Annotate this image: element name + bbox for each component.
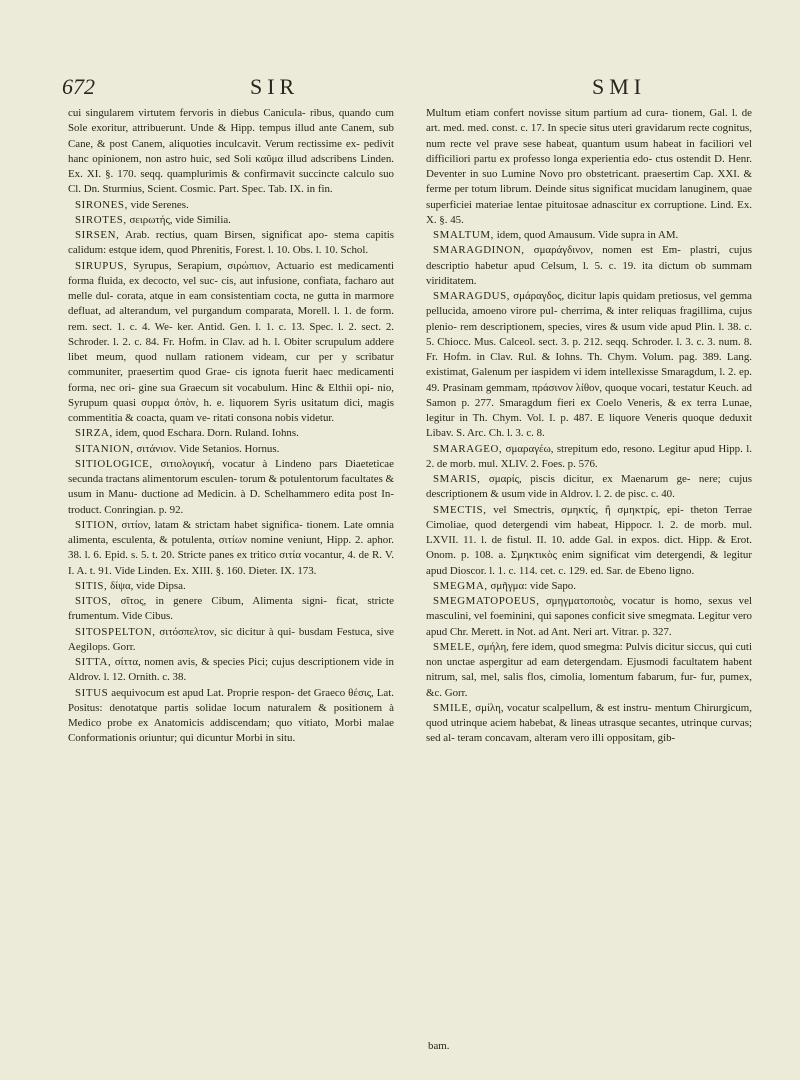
dictionary-entry [68, 259, 394, 427]
dictionary-entry [426, 472, 752, 503]
entry-headword: SITTA, [75, 656, 112, 668]
entry-text: σμήλη, fere idem, quod smegma: Pulvis dicitur siccus, qui cuti non unctae aspergitur ad eam detergendam. Ejusmodi facultatem habent nitrum, sal, mel, salis flos, cimolia, lomentum fabarum, fur- fur, pumex, &c. Gorr. [426, 640, 752, 699]
dictionary-entry [68, 686, 394, 747]
dictionary-entry [426, 442, 752, 473]
entry-headword: SMEGMA, [433, 579, 488, 592]
dictionary-entry [426, 640, 752, 701]
dictionary-entry [426, 579, 752, 594]
entry-text: cui singularem virtutem fervoris in diebus Canicula- ribus, quando cum Sole exoritur, attribuerunt. Unde & Hipp. tempus illud ante Canem, sub Cane, & post Canem, aliquoties inculcavit. Verum rectissime ex- pedivit hanc opinionem, non astro huic, sed Soli καῦμα illud adscribens Linden. Ex. XI. §. 170. seqq. quamplurimis & confirmavit succincte calculo suo Cl. Dn. Sturmius, Scient. Cosmic. Part. Spec. Tab. IX. in fin. [68, 107, 394, 196]
entry-text: σμῆγμα: vide Sapo. [490, 579, 576, 592]
entry-text: vide Serenes. [130, 198, 189, 211]
dictionary-entry [426, 503, 752, 579]
entry-headword: SMILE, [433, 701, 472, 714]
entry-headword: SITANION, [75, 442, 134, 455]
running-head-left: SIR [250, 74, 300, 99]
entry-text: Syrupus, Serapium, σιρώπιον, Actuario est medicamenti forma fluida, ex decocto, vel suc- cis, aut infusione, confiata, facharo aut melle dul- corata, atque in eam consistentiam cocta, ne gutta in marmore defluat, ad alterandum, vel purgandum comparata, Morell. l. 1. de form. rem. sect. 1. c. 4. We- ker. Antid. Gen. l. 1. c. 13. Spec. l. 2. sect. 2. Schroder. l. 2. c. 84. Fr. Hofm. in Clav. ad h. l. Obiter scrupulum addere libet meum, quod nullam rationem videam, cur per y scribatur communiter, praesertim quod Grae- cis ignota fuerit haec medicamenti forma, nec ori- gine sua Graecum sit vocabulum. Hinc & Elthii opi- nio, Syrupum quasi συρμα ὀπὸν, h. e. liquorem Syris usitatum dici, magis commentitia & coacta, quam ve- ritati consona nobis videtur. [68, 259, 394, 424]
dictionary-entry [68, 655, 394, 686]
entry-headword: SMELE, [433, 640, 476, 653]
left-column [68, 106, 394, 747]
dictionary-entry [68, 594, 394, 625]
entry-headword: SMECTIS, [433, 503, 487, 516]
dictionary-entry [68, 518, 394, 579]
dictionary-entry [426, 106, 752, 228]
dictionary-entry [68, 426, 394, 441]
entry-text: aequivocum est apud Lat. Proprie respon- det Graeco θέσις, Lat. Positus: denotatque partis solidae locum naturalem & positionem à Medico probe ex Anatomicis addiscendam; quo vitiato, Morbi malae Conformationis oriuntur; qui dicuntur Morbi in situ. [68, 686, 394, 745]
dictionary-entry [426, 289, 752, 442]
right-column [426, 106, 752, 747]
entry-text: σειρωτής, vide Similia. [129, 213, 231, 226]
entry-text: σιτιολογική, vocatur à Lindeno pars Diaeteticae secunda tractans alimentorum esculen- torum & potulentorum facultates & usum in Manu- ductione ad Medicin. à D. Schelhammero edita post In- troduct. Conringian. p. 92. [68, 457, 395, 516]
dictionary-entry [426, 243, 752, 289]
dictionary-entry [68, 442, 394, 457]
dictionary-entry [68, 106, 394, 198]
entry-text: σιτίον, latam & strictam habet significa- tionem. Late omnia alimenta, esculenta, & potulenta, σιτίων nomine veniunt, Hipp. 2. aphor. 38. l. 6. Epid. s. 5. t. 20. Stricte panes ex tritico σιτία vocantur, 4. de R. V. I. A. t. 91. Vide Linden. Ex. XIII. §. 160. Dieter. IX. 173. [68, 518, 394, 577]
entry-text: σμαράγδινον, nomen est Em- plastri, cujus descriptio habetur apud Celsum, l. 5. c. 19. ita dictum ob summam viriditatem. [426, 244, 752, 287]
running-head-right: SMI [592, 74, 647, 99]
entry-headword: SIRSEN, [75, 229, 120, 241]
entry-text: σμαρίς, piscis dicitur, ex Maenarum ge- nere; cujus descriptionem & usum vide in Aldrov. l. 2. de pisc. c. 40. [426, 473, 752, 501]
entry-headword: SIRONES, [75, 198, 128, 211]
entry-headword: SIROTES, [75, 213, 127, 226]
entry-text: Arab. rectius, quam Birsen, significat apo- stema capitis calidum: estque idem, quod Phrenitis, Forest. l. 10. Obs. l. 10. Schol. [68, 229, 394, 257]
entry-text: σμαραγέω, strepitum edo, resono. Legitur apud Hipp. l. 2. de morb. mul. XLIV. 2. Foes. p. 576. [426, 442, 752, 470]
entry-headword: SITIOLOGICE, [75, 457, 153, 470]
entry-text: δίψα, vide Dipsa. [110, 579, 186, 592]
entry-headword: SMARAGDUS, [433, 290, 511, 302]
entry-headword: SIRUPUS, [75, 259, 128, 272]
entry-headword: SMARIS, [433, 473, 481, 485]
dictionary-entry [426, 594, 752, 640]
entry-headword: SMEGMATOPOEUS, [433, 595, 540, 607]
entry-text: Multum etiam confert novisse situm partium ad cura- tionem, Gal. l. de art. med. med. const. c. 17. In specie situs uteri gravidarum recte cognitus, num recte vel prave sese habeat, quantum usum habeat in faciliori vel difficiliori partu ex professo longa experientia edo- ctus ostendit D. Henr. Deventer in suo Lumine Novo pro obstetricant. praesertim Cap. XXI. & ferme per totum librum. Deinde situs significat mucidam lanuginem, quae superficiei materiae lentae pituitosae adnascitur ex corruptione. Lind. Ex. X. §. 45. [426, 107, 752, 226]
dictionary-entry [68, 625, 394, 656]
entry-text: idem, quod Amausum. Vide supra in AM. [496, 229, 679, 241]
entry-text: σῖτος, in genere Cibum, Alimenta signi- ficat, stricte frumentum. Vide Cibus. [68, 595, 394, 623]
dictionary-entry [426, 701, 752, 747]
entry-text: σμηγματοποιὸς, vocatur is homo, sexus vel masculini, vel foeminini, qui sapones conficit sive smegmata. Legitur vero apud Chr. Merett. in Not. ad Ant. Neri art. Vitrar. p. 327. [426, 595, 752, 638]
entry-text: σίττα, nomen avis, & species Pici; cujus descriptionem vide in Aldrov. l. 12. Ornith. c. 38. [68, 656, 394, 684]
dictionary-entry [68, 213, 394, 228]
entry-headword: SITOSPELTON, [75, 625, 156, 638]
entry-text: σιτάνιον. Vide Setanios. Hornus. [136, 442, 280, 455]
entry-headword: SMARAGEO, [433, 442, 503, 455]
entry-headword: SIRZA, [75, 427, 113, 440]
dictionary-entry [68, 579, 394, 594]
entry-headword: SITION, [75, 518, 118, 531]
catchword: bam. [428, 1040, 450, 1052]
page-header [62, 74, 745, 104]
entry-headword: SITOS, [75, 595, 112, 607]
entry-text: σμίλη, vocatur scalpellum, & est instru- mentum Chirurgicum, quod utrinque aciem habebat, & lineas utrasque secantes, utrinque curvas; sed al- teram concavam, alteram vero illi oppositam, gib- [426, 701, 752, 745]
entry-text: σιτόσπελτον, sic dicitur à qui- busdam Festuca, sive Aegilops. Gorr. [68, 625, 394, 653]
dictionary-entry [426, 228, 752, 243]
entry-headword: SMARAGDINON, [433, 244, 525, 257]
entry-text: σμάραγδος, dicitur lapis quidam pretiosus, vel gemma pellucida, amoeno virore pul- cherrima, & inter reliquas fragillima, cujus plenio- rem descriptionem, species, vires & usum vide apud Plin. l. 38. c. 5. Chiocc. Mus. Calceol. sect. 3. p. 212. seqq. Schroder. l. 3. c. 3. num. 8. Fr. Hofm. in Clav. Rul. & Iohns. Th. Chym. Volum. pag. 389. Lang. existimat, Galenum per iaspidem vi idem intellexisse Smaragdum, l. 2. ep. 49. Prasinam gemmam, πράσινον λίθον, quoque vocari, testatur Keuch. ad Samon p. 277. Smaragdum fieri ex Coelo Veneris, & ex terra Lunae, legitur in Th. Chym. Vol. I. p. 487. E liquore Veneris quoque deduxit Libav. S. Arc. Ch. l. 3. c. 8. [426, 290, 752, 440]
entry-text: vel Smectris, σμηκτίς, ἢ σμηκτρίς, epi- theton Terrae Cimoliae, quod detergendi vim habeat, Hippocr. l. 2. de morb. mul. LXVII. 11. l. de fistul. II. 10. adde Gal. in expos. dict. Hipp. & Erot. Onom. p. 108. a. Σμηκτικὸς enim significat vim detergendi, & legitur apud Dioscor. l. 1. c. 114. cet. c. 129. ed. Sar. de Ebeno ligno. [426, 503, 752, 577]
dictionary-entry [68, 228, 394, 259]
entry-headword: SMALTUM, [433, 229, 494, 241]
entry-text: idem, quod Eschara. Dorn. Ruland. Iohns. [115, 427, 299, 440]
page-number: 672 [62, 74, 95, 99]
entry-headword: SITUS [75, 686, 109, 699]
entry-headword: SITIS, [75, 579, 108, 592]
dictionary-entry [68, 198, 394, 213]
dictionary-entry [68, 457, 394, 518]
